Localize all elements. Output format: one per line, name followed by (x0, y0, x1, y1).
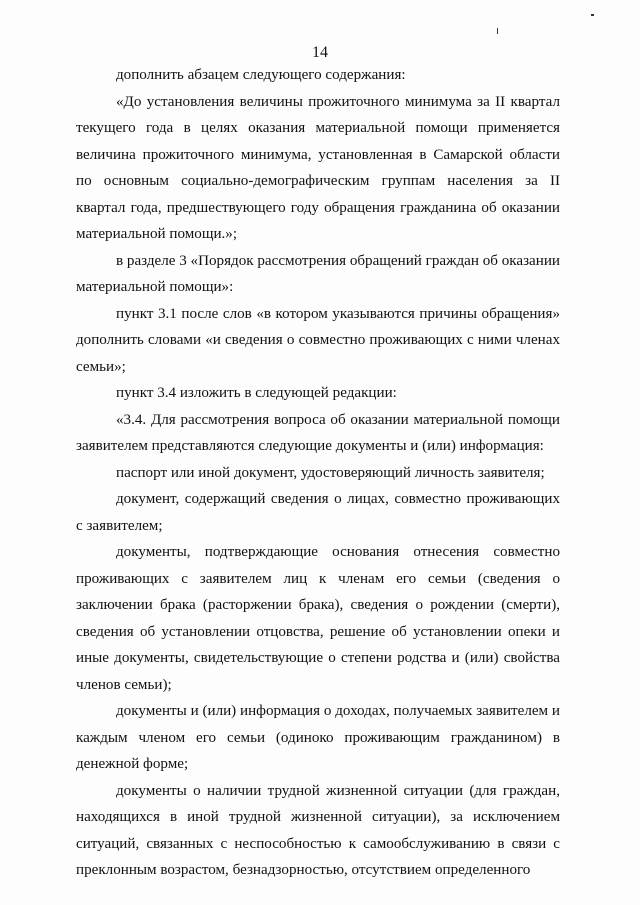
paragraph: «До установления величины прожиточного минимума за II квартал текущего года в целях оказания материальной помощи применяется величина прожиточного минимума, установленная в Самарской области по основным социально-демографическим группам населения за II квартал года, предшествующего году обращения гражданина об оказании материальной помощи.»; (76, 93, 560, 242)
paragraph: пункт 3.4 изложить в следующей редакции: (116, 385, 397, 401)
paragraph: паспорт или иной документ, удостоверяющий личность заявителя; (116, 464, 545, 481)
paragraph: документ, содержащий сведения о лицах, совместно проживающих с заявителем; (76, 491, 560, 534)
scan-speck (591, 14, 594, 16)
paragraph: в разделе 3 «Порядок рассмотрения обращений граждан об оказании материальной помощи»: (76, 252, 560, 295)
document-body (76, 62, 560, 884)
page-number: 14 (312, 44, 328, 61)
paragraph: документы и (или) информация о доходах, получаемых заявителем и каждым членом его семьи (одиноко проживающим гражданином) в денежной форме; (76, 703, 560, 772)
paragraph: документы, подтверждающие основания отнесения совместно проживающих с заявителем лиц к членам его семьи (сведения о заключении брака (расторжении брака), сведения о рождении (смерти), сведения об установлении отцовства, решение об установлении опеки и иные документы, свидетельствующие о степени родства и (или) свойства членов семьи); (76, 544, 560, 693)
paragraph: «3.4. Для рассмотрения вопроса об оказании материальной помощи заявителем представляются следующие документы и (или) информация: (76, 411, 560, 454)
scan-speck (497, 28, 498, 34)
paragraph: пункт 3.1 после слов «в котором указываются причины обращения» дополнить словами «и сведения о совместно проживающих с ними членах семьи»; (76, 305, 560, 375)
paragraph: документы о наличии трудной жизненной ситуации (для граждан, находящихся в иной трудной жизненной ситуации), за исключением ситуаций, связанных с неспособностью к самообслуживанию в связи с преклонным возрастом, безнадзорностью, отсутствием определенного (76, 782, 560, 878)
paragraph: дополнить абзацем следующего содержания: (116, 67, 406, 83)
